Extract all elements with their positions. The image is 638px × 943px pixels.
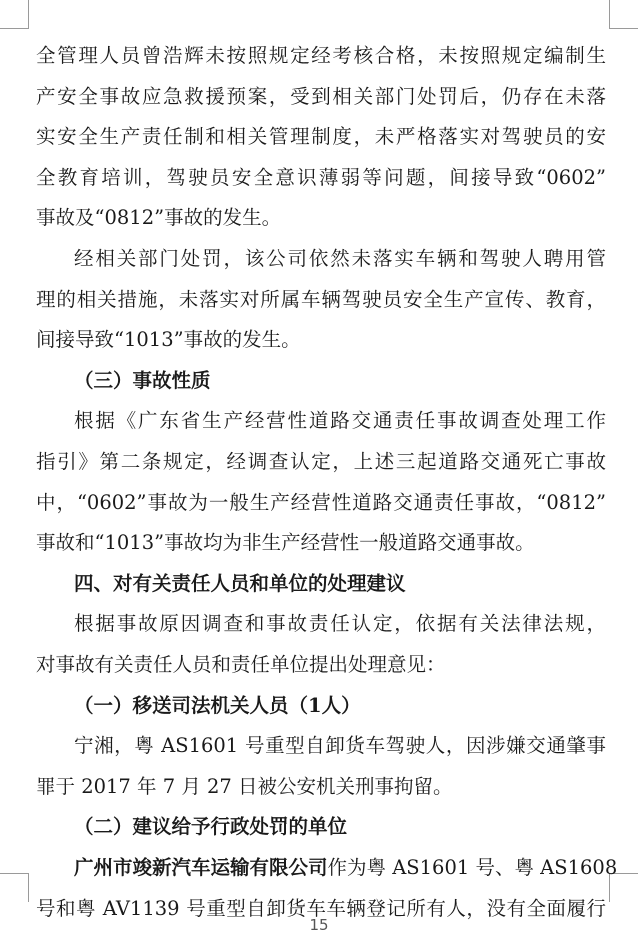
paragraph-line: 中，“0602”事故为一般生产经营性道路交通责任事故，“0812” bbox=[36, 490, 606, 514]
paragraph-line: 根据《广东省生产经营性道路交通责任事故调查处理工作 bbox=[74, 409, 606, 433]
paragraph-line: 全管理人员曾浩辉未按照规定经考核合格，未按照规定编制生 bbox=[36, 44, 606, 67]
paragraph-line: 全教育培训，驾驶员安全意识薄弱等问题，间接导致“0602” bbox=[36, 165, 606, 189]
paragraph-line: 理的相关措施，未落实对所属车辆驾驶员安全生产宣传、教育， bbox=[36, 287, 606, 311]
section-heading-handling-suggestions: 四、对有关责任人员和单位的处理建议 bbox=[74, 571, 406, 595]
section-heading-accident-nature: （三）事故性质 bbox=[74, 368, 211, 392]
subheading-judicial-transfer: （一）移送司法机关人员（1人） bbox=[74, 693, 361, 717]
subheading-administrative-penalty: （二）建议给予行政处罚的单位 bbox=[74, 815, 348, 839]
paragraph-line: 事故及“0812”事故的发生。 bbox=[36, 206, 282, 230]
page-number: 15 bbox=[309, 916, 329, 934]
paragraph-line: 指引》第二条规定，经调查认定，上述三起道路交通死亡事故 bbox=[36, 450, 606, 473]
paragraph-line: 对事故有关责任人员和责任单位提出处理意见： bbox=[36, 653, 446, 676]
paragraph-line: 事故和“1013”事故均为非生产经营性一般道路交通事故。 bbox=[36, 531, 535, 555]
paragraph-line: 经相关部门处罚，该公司依然未落实车辆和驾驶人聘用管 bbox=[74, 247, 606, 270]
paragraph-line-company bbox=[74, 850, 618, 886]
paragraph-text: 作为粤 AS1601 号、粤 AS1608 bbox=[327, 856, 618, 879]
paragraph-line: 号和粤 AV1139 号重型自卸货车车辆登记所有人，没有全面履行 bbox=[36, 896, 606, 920]
crop-mark-bottom-left bbox=[0, 873, 29, 902]
crop-mark-top-right bbox=[609, 0, 638, 29]
paragraph-line: 宁湘，粤 AS1601 号重型自卸货车驾驶人，因涉嫌交通肇事 bbox=[74, 734, 606, 758]
company-name: 广州市竣新汽车运输有限公司 bbox=[74, 856, 328, 879]
crop-mark-top-left bbox=[0, 0, 29, 29]
paragraph-line: 间接导致“1013”事故的发生。 bbox=[36, 328, 301, 352]
paragraph-line: 根据事故原因调查和事故责任认定，依据有关法律法规， bbox=[74, 612, 606, 636]
paragraph-line: 罪于 2017 年 7 月 27 日被公安机关刑事拘留。 bbox=[36, 774, 453, 798]
paragraph-line: 实安全生产责任制和相关管理制度，未严格落实对驾驶员的安 bbox=[36, 125, 606, 149]
paragraph-line: 产安全事故应急救援预案，受到相关部门处罚后，仍存在未落 bbox=[36, 84, 606, 108]
